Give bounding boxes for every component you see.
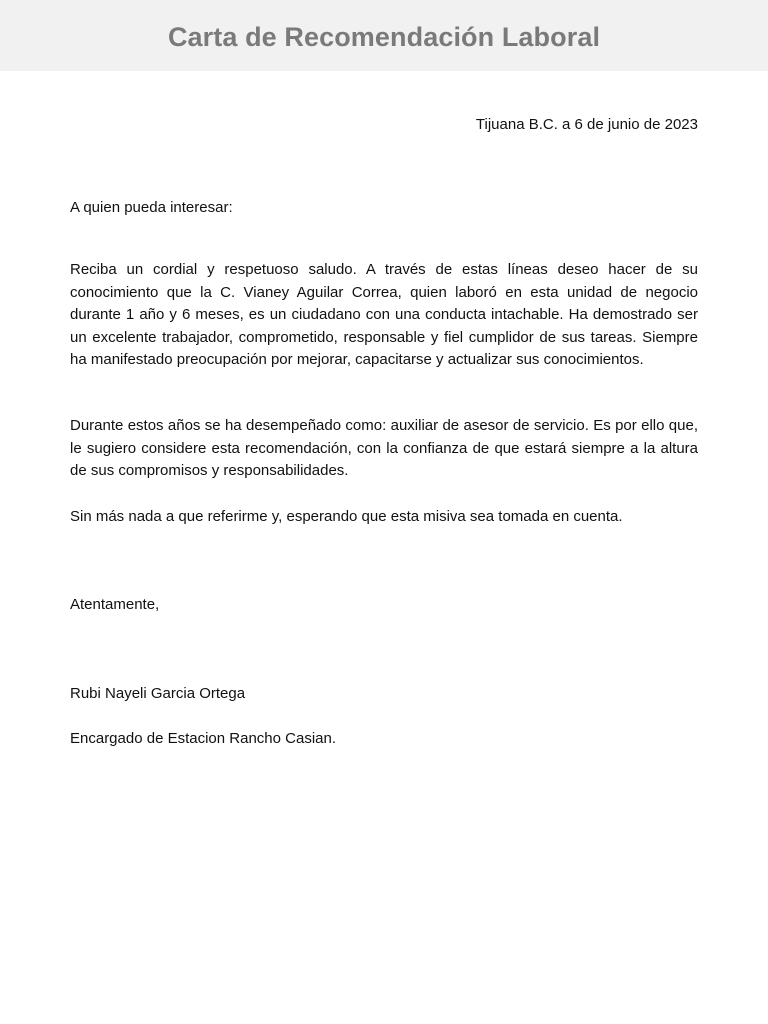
- body-paragraph-2: Durante estos años se ha desempeñado como: auxiliar de asesor de servicio. Es por ello que, le sugiero considere esta recomendación, con la confianza de que estará siempre a la altura de sus compromisos y responsabilidades.: [70, 417, 698, 479]
- closing: Atentamente,: [70, 596, 160, 613]
- date-line: Tijuana B.C. a 6 de junio de 2023: [475, 116, 698, 133]
- body-paragraph-3: Sin más nada a que referirme y, esperando que esta misiva sea tomada en cuenta.: [70, 508, 623, 525]
- body-paragraph-1: Reciba un cordial y respetuoso saludo. A través de estas líneas deseo hacer de su conocimiento que la C. Vianey Aguilar Correa, quien laboró en esta unidad de negocio durante 1 año y 6 meses, es un ciudadano con una conducta intachable. Ha demostrado ser un excelente trabajador, comprometido, responsable y fiel cumplidor de sus tareas. Siempre ha manifestado preocupación por mejorar, capacitarse y actualizar sus conocimientos.: [70, 261, 698, 368]
- salutation: A quien pueda interesar:: [70, 199, 233, 216]
- signer-role: Encargado de Estacion Rancho Casian.: [70, 730, 337, 747]
- signer-name: Rubi Nayeli Garcia Ortega: [70, 685, 246, 702]
- document-title: Carta de Recomendación Laboral: [167, 22, 601, 52]
